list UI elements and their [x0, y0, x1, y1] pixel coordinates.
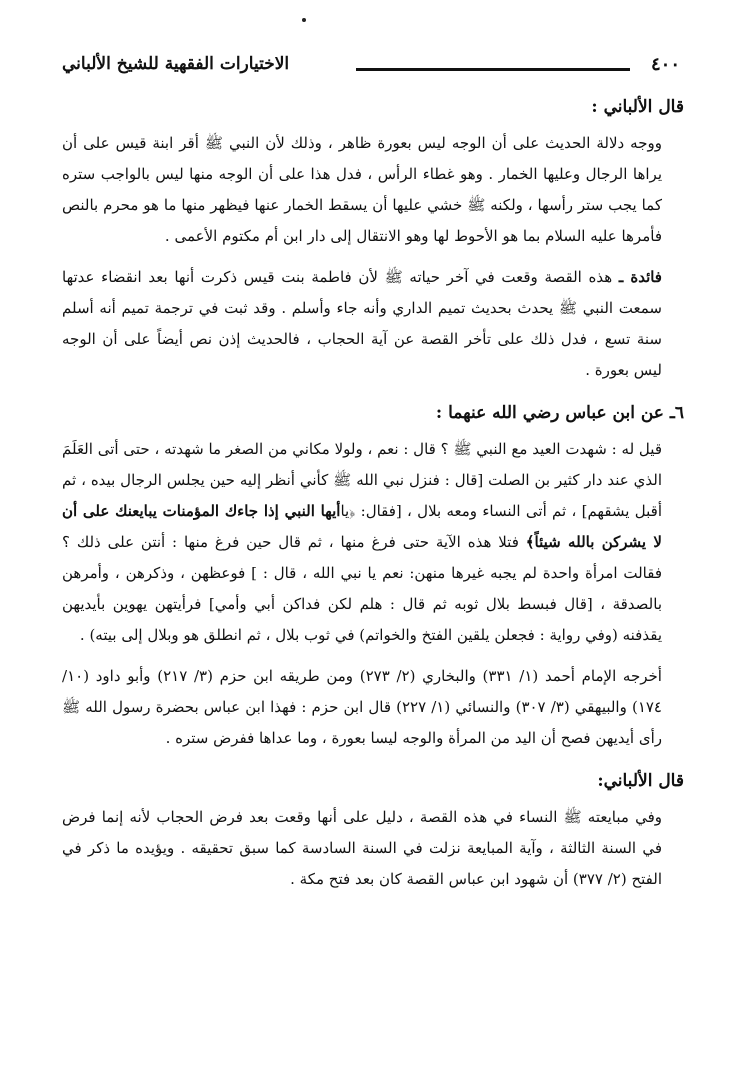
ink-dot — [302, 18, 306, 22]
page-body — [62, 90, 684, 905]
faida-text: هذه القصة وقعت في آخر حياته ﷺ لأن فاطمة بنت قيس ذكرت أنها بعد انقضاء عدتها سمعت النبي ﷺ يحدث بحديث تميم الداري وأنه جاء وأسلم . وقد ثبت في ترجمة تميم أنه أسلم سنة تسع ، فدل ذلك على تأخر القصة عن آية الحجاب ، فالحديث إذن نص أيضاً على أن الوجه ليس بعورة . — [62, 268, 662, 379]
header-rule — [356, 68, 630, 71]
book-title: الاختيارات الفقهية للشيخ الألباني — [62, 54, 290, 74]
hadith-text-a: قيل له : شهدت العيد مع النبي ﷺ ؟ قال : نعم ، ولولا مكاني من الصغر ما شهدته ، حتى أتى العَلَمَ الذي عند دار كثير بن الصلت [قال : فنزل نبي الله ﷺ كأني أنظر إليه حين يجلس الرجال بيده ، ثم أقبل يشقهم] ، ثم أتى النساء ومعه بلال ، [فقال: ﴿يا — [62, 440, 662, 520]
section-heading-albani-2: قال الألباني: — [597, 771, 684, 791]
albani-paragraph-2: وفي مبايعته ﷺ النساء في هذه القصة ، دليل على أنها وقعت بعد فرض الحجاب لأنه إنما فرض في السنة الثالثة ، وآية المبايعة نزلت في السنة السادسة كما سبق تحقيقه . ويؤيده ما ذكر في الفتح (٢/ ٣٧٧) أن شهود ابن عباس القصة كان بعد فتح مكة . — [62, 808, 662, 888]
section-heading-ibn-abbas: ٦ـ عن ابن عباس رضي الله عنهما : — [435, 403, 684, 423]
faida-label: فائدة ـ — [618, 268, 662, 286]
section-heading-albani: قال الألباني : — [591, 97, 684, 117]
quran-verse: أيها النبي إذا جاءك المؤمنات يبايعنك على أن لا يشركن بالله شيئاً﴾ — [62, 502, 662, 551]
hadith-paragraph — [62, 434, 684, 651]
hadith-text-b: فتلا هذه الآية حتى فرغ منها ، ثم قال حين فرغ منها : أنتن على ذلك ؟ فقالت امرأة واحدة لم يجبه غيرها منهن: نعم يا نبي الله ، قال : ] فوعظهن ، وذكرهن ، وأمرهن بالصدقة ، [قال فبسط بلال ثوبه ثم قال : هلم لكن فداكن أبي وأمي] فرأيتهن يهوين بأيديهن يقذفنه (وفي رواية : فجعلن يلقين الفتخ والخواتم) في ثوب بلال ، ثم انطلق هو وبلال إلى بيته) . — [62, 533, 662, 644]
albani-paragraph: ووجه دلالة الحديث على أن الوجه ليس بعورة ظاهر ، وذلك لأن النبي ﷺ أقر ابنة قيس على أن يراها الرجال وعليها الخمار . وهو غطاء الرأس ، فدل هذا على أن الوجه منها ليس بالواجب ستره كما يجب ستر رأسها ، ولكنه ﷺ خشي عليها أن يسقط الخمار عنها فيظهر منها ما هو محرم بالنص فأمرها عليه السلام بما هو الأحوط لها وهو الانتقال إلى دار ابن أم مكتوم الأعمى . — [62, 134, 662, 245]
takhrij-paragraph: أخرجه الإمام أحمد (١/ ٣٣١) والبخاري (٢/ ٢٧٣) ومن طريقه ابن حزم (٣/ ٢١٧) وأبو داود (١٠/ ١٧٤) والبيهقي (٣/ ٣٠٧) والنسائي (١/ ٢٢٧) قال ابن حزم : فهذا ابن عباس بحضرة رسول الله ﷺ رأى أيديهن فصح أن اليد من المرأة والوجه ليسا بعورة ، وما عداها ففرض ستره . — [62, 667, 662, 747]
faida-paragraph — [62, 262, 684, 386]
running-header — [60, 52, 686, 84]
page-number: ٤٠٠ — [650, 54, 680, 75]
